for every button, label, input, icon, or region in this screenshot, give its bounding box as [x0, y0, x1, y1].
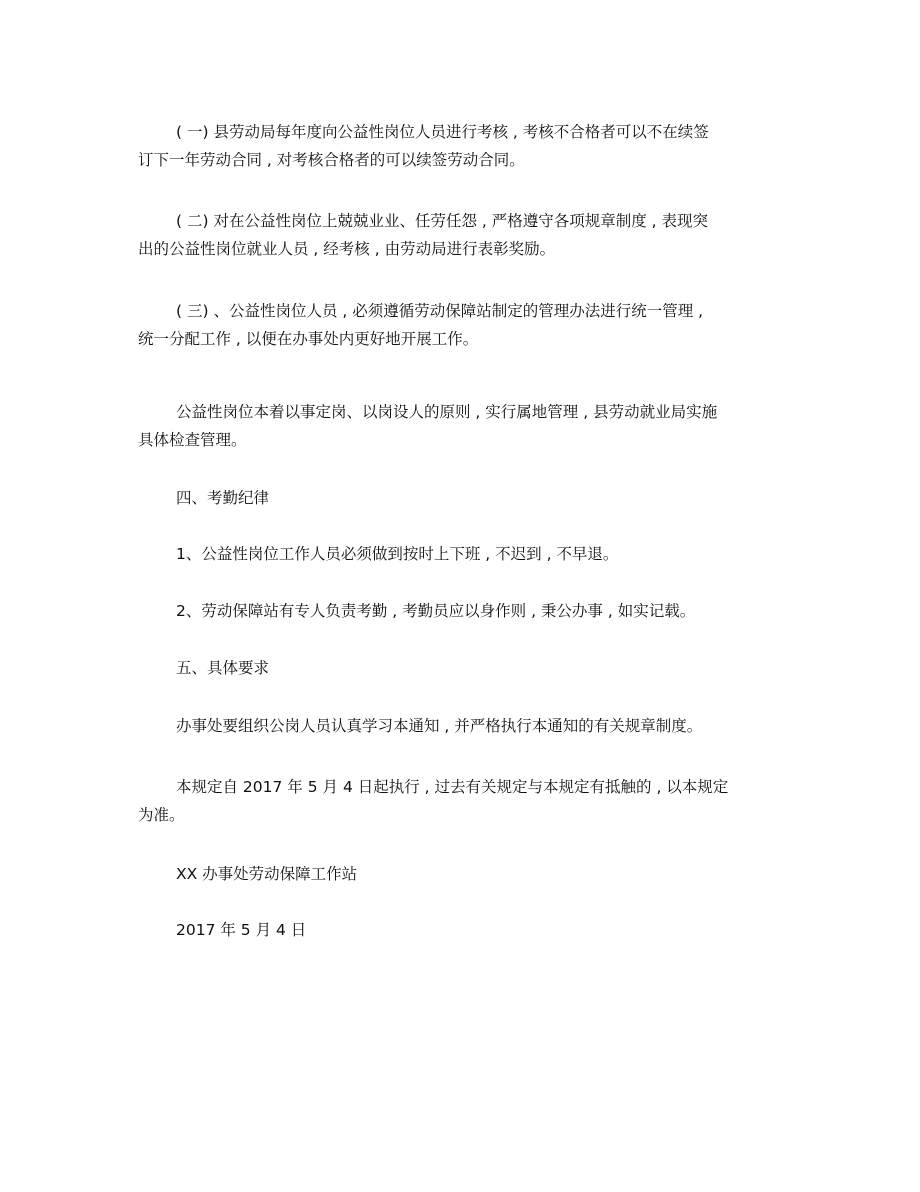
signature-date [138, 916, 778, 944]
section-heading-attendance [138, 484, 778, 512]
text-line: 出的公益性岗位就业人员 , 经考核 , 由劳动局进行表彰奖励。 [138, 240, 556, 258]
text-line: ( 三) 、公益性岗位人员 , 必须遵循劳动保障站制定的管理办法进行统一管理 , [176, 302, 704, 320]
document-date: 2017 年 5 月 4 日 [176, 921, 307, 939]
paragraph-attendance-rule-1 [138, 540, 778, 568]
section-heading: 五、具体要求 [176, 659, 270, 677]
paragraph-principle [138, 398, 778, 454]
text-line: 统一分配工作 , 以便在办事处内更好地开展工作。 [138, 330, 479, 348]
paragraph-effective-date [138, 773, 778, 829]
signature-organization [138, 860, 778, 888]
organization-name: XX 办事处劳动保障工作站 [176, 865, 358, 883]
paragraph-attendance-rule-2 [138, 597, 778, 625]
paragraph-assessment [138, 118, 778, 174]
text-line: 本规定自 2017 年 5 月 4 日起执行 , 过去有关规定与本规定有抵触的 , 以本规定 [176, 778, 729, 796]
text-line: ( 二) 对在公益性岗位上兢兢业业、任劳任怨 , 严格遵守各项规章制度 , 表现突 [176, 212, 709, 230]
paragraph-commendation [138, 207, 778, 263]
paragraph-unified-management [138, 297, 778, 353]
text-line: 2、劳动保障站有专人负责考勤 , 考勤员应以身作则 , 秉公办事 , 如实记载。 [176, 602, 696, 620]
text-line: 1、公益性岗位工作人员必须做到按时上下班 , 不迟到 , 不早退。 [176, 545, 619, 563]
text-line: 公益性岗位本着以事定岗、以岗设人的原则 , 实行属地管理 , 县劳动就业局实施 [176, 403, 718, 421]
text-line: 办事处要组织公岗人员认真学习本通知 , 并严格执行本通知的有关规章制度。 [176, 717, 703, 735]
paragraph-requirement [138, 712, 778, 740]
text-line: 订下一年劳动合同 , 对考核合格者的可以续签劳动合同。 [138, 151, 525, 169]
text-line: 为准。 [138, 806, 185, 824]
text-line: 具体检查管理。 [138, 431, 247, 449]
section-heading: 四、考勤纪律 [176, 489, 270, 507]
section-heading-requirements [138, 654, 778, 682]
text-line: ( 一) 县劳动局每年度向公益性岗位人员进行考核 , 考核不合格者可以不在续签 [176, 123, 709, 141]
